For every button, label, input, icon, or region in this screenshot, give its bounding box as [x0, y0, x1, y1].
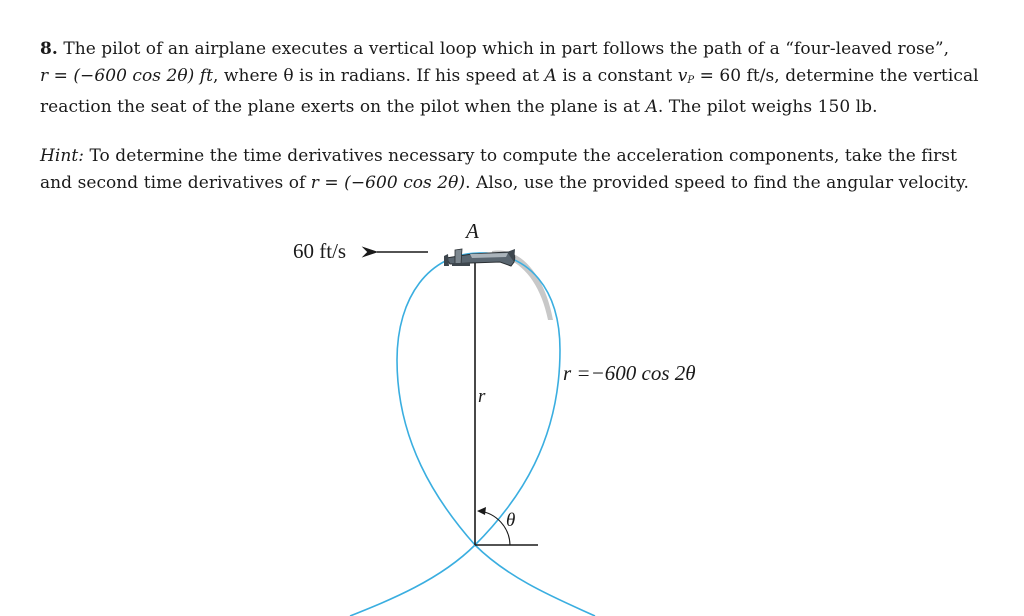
problem-text-2b: is a constant: [556, 66, 678, 86]
problem-text-3b: . The pilot weighs 150 lb.: [657, 97, 878, 117]
hint-text-2b: . Also, use the provided speed to find the angular velocity.: [465, 173, 969, 193]
rose-curve-lower-right: [475, 545, 595, 616]
rose-curve-lower-left: [350, 545, 475, 616]
problem-text-3a: reaction the seat of the plane exerts on the pilot when the plane is at: [40, 97, 646, 117]
theta-arrowhead: [477, 507, 486, 515]
problem-text-2a: , where θ is in radians. If his speed at: [213, 66, 545, 86]
hint-equation: r = (−600 cos 2θ): [310, 173, 466, 193]
problem-text-1: The pilot of an airplane executes a vertical loop which in part follows the path of a “four-leaved rose”,: [63, 39, 950, 59]
speed-subscript: P: [687, 75, 695, 86]
hint-label: Hint:: [40, 146, 85, 166]
speed-symbol: v: [677, 66, 688, 86]
theta-label: θ: [506, 510, 516, 531]
hint-text-1: To determine the time derivatives necessary to compute the acceleration components, take the first: [84, 146, 957, 166]
rose-equation: r = (−600 cos 2θ) ft: [40, 66, 214, 86]
point-a-ref-2: A: [645, 97, 658, 117]
hint-text-2a: and second time derivatives of: [40, 173, 311, 193]
point-a-ref: A: [544, 66, 557, 86]
problem-number: 8.: [40, 39, 58, 59]
point-a-label: A: [466, 219, 479, 243]
speed-label: 60 ft/s: [293, 239, 347, 263]
problem-text-2c: = 60 ft/s, determine the vertical: [694, 66, 979, 86]
radius-label: r: [478, 386, 486, 407]
curve-equation-label: r =−600 cos 2θ: [563, 361, 696, 385]
